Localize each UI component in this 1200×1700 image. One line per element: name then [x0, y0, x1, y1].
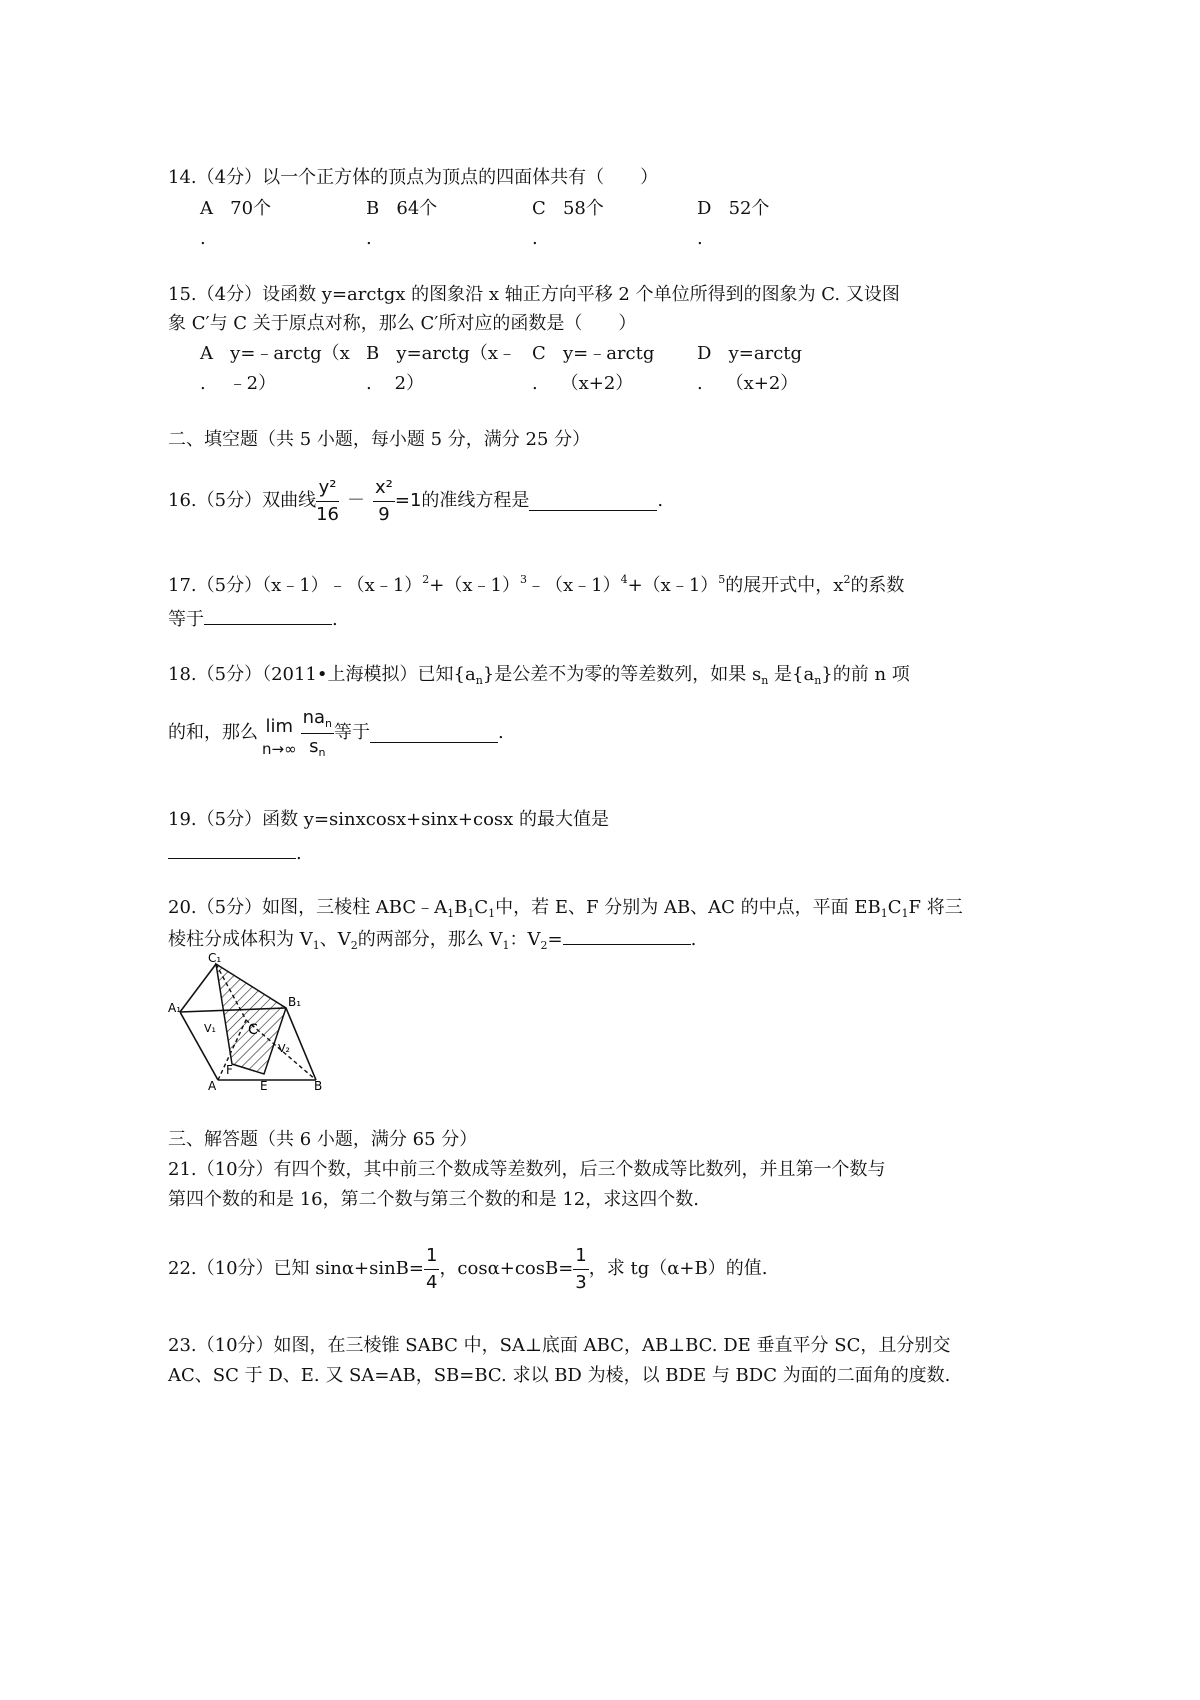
option-text: 58个 — [562, 198, 604, 219]
subscript: 1 — [901, 907, 909, 920]
limit-expression — [262, 706, 297, 760]
q17-text: 17.（5分）（x﹣1）﹣（x﹣1） — [168, 575, 423, 596]
q18-fraction — [301, 705, 334, 762]
option-letter: B — [366, 198, 380, 219]
section-2-heading: 二、填空题（共 5 小题，每小题 5 分，满分 25 分） — [168, 429, 591, 450]
option-dot: . — [532, 228, 538, 249]
q15-option-c — [532, 339, 654, 399]
label-a: A — [208, 1079, 217, 1092]
q20-text: 棱柱分成体积为 V — [168, 929, 313, 950]
q20-text: F 将三 — [908, 897, 963, 918]
q17-line1 — [168, 574, 904, 600]
option-dot: . — [532, 373, 538, 394]
q20-line1 — [168, 896, 963, 922]
q20-text: = — [547, 929, 563, 950]
fraction-numerator — [301, 705, 334, 734]
period: . — [498, 722, 504, 743]
option-text: y=arctg（x﹣ — [396, 343, 516, 364]
fraction-denominator — [301, 734, 334, 762]
period: . — [690, 929, 697, 950]
fraction-denominator: 4 — [425, 1271, 438, 1293]
q17-text: +（x﹣1） — [429, 575, 520, 596]
q20-text: B — [454, 897, 468, 918]
subscript: n — [814, 674, 822, 687]
fraction-numerator: 1 — [424, 1243, 439, 1270]
q18-text: 是{a — [768, 664, 815, 685]
option-dot: . — [200, 373, 206, 394]
q19-line2 — [168, 840, 302, 866]
q20-text: 20.（5分）如图，三棱柱 ABC﹣A — [168, 897, 448, 918]
option-text: 52个 — [728, 198, 770, 219]
fraction-denominator: 9 — [378, 503, 390, 525]
label-e: E — [260, 1079, 268, 1092]
q22-text: 22.（10分）已知 sinα+sinB= — [168, 1258, 424, 1279]
exponent: 2 — [422, 573, 430, 586]
q20-text: 的两部分，那么 V — [357, 929, 503, 950]
q20-text: C — [474, 897, 489, 918]
exponent: 5 — [718, 573, 726, 586]
q20-text: 中，若 E、F 分别为 AB、AC 的中点，平面 EB — [495, 897, 881, 918]
subscript: n — [318, 745, 326, 759]
q18-line2 — [168, 700, 504, 766]
q22-text: ，cosα+cosB= — [439, 1258, 574, 1279]
fraction-one-third — [573, 1243, 588, 1296]
q15-option-a — [200, 339, 350, 399]
option-letter: C — [532, 198, 546, 219]
q22-text: ，求 tg（α+B）的值. — [588, 1258, 768, 1279]
answer-blank[interactable] — [529, 492, 657, 511]
answer-blank[interactable] — [204, 606, 332, 625]
label-v2: V₂ — [278, 1042, 290, 1055]
q18-text: }的前 n 项 — [821, 664, 910, 685]
numerator-text: na — [302, 706, 326, 728]
q20-line2 — [168, 926, 696, 954]
label-c1: C₁ — [208, 952, 222, 965]
label-v1: V₁ — [204, 1022, 216, 1035]
q16 — [168, 472, 663, 530]
lim-subscript: n→∞ — [262, 740, 297, 758]
option-dot: . — [697, 228, 703, 249]
option-letter: C — [532, 343, 546, 364]
label-a1: A₁ — [168, 1001, 182, 1015]
option-text-cont: （x+2） — [725, 373, 799, 394]
edge-a1-c1 — [180, 964, 216, 1012]
q16-fraction-x — [373, 475, 395, 528]
option-text-cont: （x+2） — [560, 373, 634, 394]
q18-line1 — [168, 663, 910, 689]
fraction-denominator: 16 — [316, 503, 339, 525]
subscript: 1 — [880, 907, 888, 920]
option-letter: B — [366, 343, 380, 364]
subscript: 1 — [312, 939, 320, 952]
option-letter: A — [200, 198, 213, 219]
section-3-heading: 三、解答题（共 6 小题，满分 65 分） — [168, 1129, 478, 1150]
exponent: 2 — [843, 573, 851, 586]
edge-b1-b — [286, 1008, 316, 1080]
q14-option-b — [366, 194, 437, 254]
q18-text: 的和，那么 — [168, 722, 258, 743]
period: . — [332, 609, 338, 630]
subscript: 1 — [447, 907, 455, 920]
period: . — [657, 490, 664, 511]
option-text: y=arctg — [728, 343, 803, 364]
q14-stem: 14.（4分）以一个正方体的顶点为顶点的四面体共有（ ） — [168, 167, 659, 188]
option-text-cont: 2） — [394, 373, 425, 394]
q21-line1: 21.（10分）有四个数，其中前三个数成等差数列，后三个数成等比数列，并且第一个数与 — [168, 1159, 886, 1180]
q18-text: 18.（5分）（2011•上海模拟）已知{a — [168, 664, 476, 685]
denominator-text: s — [309, 735, 319, 757]
q16-fraction-y — [316, 475, 339, 528]
label-b1: B₁ — [288, 995, 302, 1009]
q15-option-d — [697, 339, 802, 399]
q20-text: 、V — [319, 929, 351, 950]
q14-option-a — [200, 194, 271, 254]
q14-option-d — [697, 194, 770, 254]
q22 — [168, 1240, 767, 1298]
q16-text: 16.（5分）双曲线 — [168, 490, 317, 511]
label-c: C — [248, 1022, 258, 1038]
option-dot: . — [366, 228, 372, 249]
subscript: n — [475, 674, 483, 687]
q23-line2: AC、SC 于 D、E. 又 SA=AB，SB=BC. 求以 BD 为棱，以 BDE 与 BDC 为面的二面角的度数. — [168, 1365, 951, 1386]
fraction-numerator: 1 — [573, 1243, 588, 1270]
q20-text: C — [887, 897, 902, 918]
option-text: y=﹣arctg — [562, 343, 655, 364]
fraction-numerator: x² — [373, 475, 395, 502]
q16-text-suffix: 的准线方程是 — [421, 490, 530, 511]
subscript: 1 — [488, 907, 496, 920]
prism-figure — [168, 952, 328, 1092]
q17-line2 — [168, 606, 338, 632]
answer-blank[interactable] — [563, 926, 691, 945]
answer-blank[interactable] — [370, 724, 498, 743]
option-text: 64个 — [396, 198, 438, 219]
subscript: 1 — [502, 939, 510, 952]
q17-text: 的系数 — [850, 575, 905, 596]
option-letter: D — [697, 198, 712, 219]
fraction-numerator: y² — [316, 475, 339, 502]
minus-sign: － — [346, 490, 365, 511]
subscript: 2 — [540, 939, 548, 952]
lim-symbol: lim — [265, 716, 294, 737]
option-text: 70个 — [230, 198, 272, 219]
q17-text: ﹣（x﹣1） — [526, 575, 621, 596]
label-f: F — [226, 1063, 233, 1077]
q17-text: 的展开式中，x — [725, 575, 844, 596]
q15-stem-line2: 象 C′与 C 关于原点对称，那么 C′所对应的函数是（ ） — [168, 313, 637, 334]
subscript: 2 — [350, 939, 358, 952]
q19-line1: 19.（5分）函数 y=sinxcosx+sinx+cosx 的最大值是 — [168, 809, 610, 830]
fraction-denominator: 3 — [575, 1271, 587, 1293]
option-text-cont: ﹣2） — [228, 373, 277, 394]
option-dot: . — [697, 373, 703, 394]
exponent: 4 — [620, 573, 628, 586]
q15-stem-line1: 15.（4分）设函数 y=arctgx 的图象沿 x 轴正方向平移 2 个单位所得到的图象为 C. 又设图 — [168, 284, 900, 305]
option-text: y=﹣arctg（x — [230, 343, 350, 364]
q23-line1: 23.（10分）如图，在三棱锥 SABC 中，SA⊥底面 ABC，AB⊥BC. DE 垂直平分 SC，且分别交 — [168, 1335, 951, 1356]
subscript: n — [325, 716, 333, 730]
q14-option-c — [532, 194, 604, 254]
shaded-section — [216, 964, 286, 1074]
option-letter: A — [200, 343, 213, 364]
q17-text: +（x﹣1） — [627, 575, 719, 596]
answer-blank[interactable] — [168, 840, 296, 859]
label-b: B — [314, 1079, 323, 1092]
equals-one: =1 — [394, 490, 422, 511]
subscript: n — [761, 674, 769, 687]
q21-line2: 第四个数的和是 16，第二个数与第三个数的和是 12，求这四个数. — [168, 1189, 699, 1210]
option-dot: . — [366, 373, 372, 394]
option-letter: D — [697, 343, 712, 364]
fraction-one-quarter — [424, 1243, 439, 1296]
period: . — [296, 843, 302, 864]
q17-text: 等于 — [168, 609, 204, 630]
q15-option-b — [366, 339, 516, 399]
subscript: 1 — [467, 907, 475, 920]
q18-text: 等于 — [334, 722, 371, 743]
q20-text: ：V — [509, 929, 541, 950]
q18-text: }是公差不为零的等差数列，如果 s — [482, 664, 762, 685]
option-dot: . — [200, 228, 206, 249]
exponent: 3 — [519, 573, 527, 586]
